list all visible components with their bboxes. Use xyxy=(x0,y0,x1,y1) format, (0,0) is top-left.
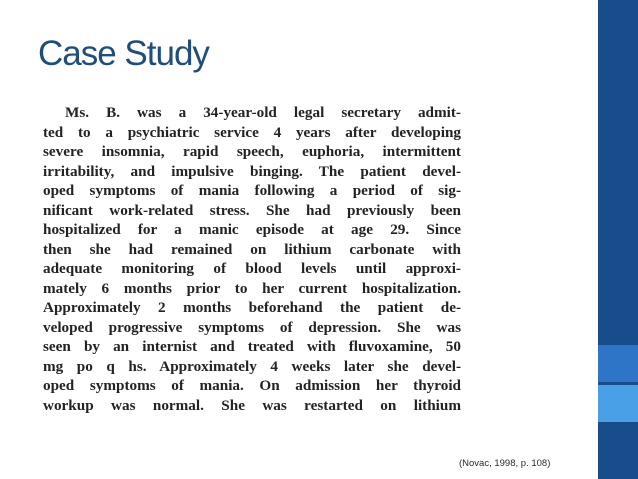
case-text-line: ted to a psychiatric service 4 years after developing xyxy=(43,123,461,141)
accent-block-lower xyxy=(598,385,638,422)
case-text-line: Approximately 2 months beforehand the patient de- xyxy=(43,299,461,316)
case-text-line: then she had remained on lithium carbonate with xyxy=(43,240,461,258)
case-text-line: Ms. B. was a 34-year-old legal secretary admit- xyxy=(65,104,461,121)
case-text-line: adequate monitoring of blood levels until approxi- xyxy=(43,260,461,277)
case-text-line: severe insomnia, rapid speech, euphoria, intermittent xyxy=(43,143,461,160)
case-text-line: mg po q hs. Approximately 4 weeks later she devel- xyxy=(43,357,461,375)
case-text-line: irritability, and impulsive binging. The patient devel- xyxy=(43,162,461,180)
case-text-line: nificant work-related stress. She had previously been xyxy=(43,201,461,219)
case-study-scan xyxy=(43,103,461,450)
case-text-line: workup was normal. She was restarted on lithium xyxy=(43,396,461,414)
accent-block-upper xyxy=(598,345,638,382)
case-text-line: oped symptoms of mania following a period of sig- xyxy=(43,182,461,199)
case-text-line: veloped progressive symptoms of depression. She was xyxy=(43,318,461,336)
slide-title: Case Study xyxy=(38,34,209,73)
case-text-line: mately 6 months prior to her current hospitalization. xyxy=(43,279,461,297)
case-text-line: oped symptoms of mania. On admission her thyroid xyxy=(43,377,461,394)
case-text-line: hospitalized for a manic episode at age 29. Since xyxy=(43,221,461,238)
citation: (Novac, 1998, p. 108) xyxy=(459,458,551,469)
case-text-line: seen by an internist and treated with fluvoxamine, 50 xyxy=(43,338,461,355)
right-accent-bar xyxy=(598,0,638,479)
